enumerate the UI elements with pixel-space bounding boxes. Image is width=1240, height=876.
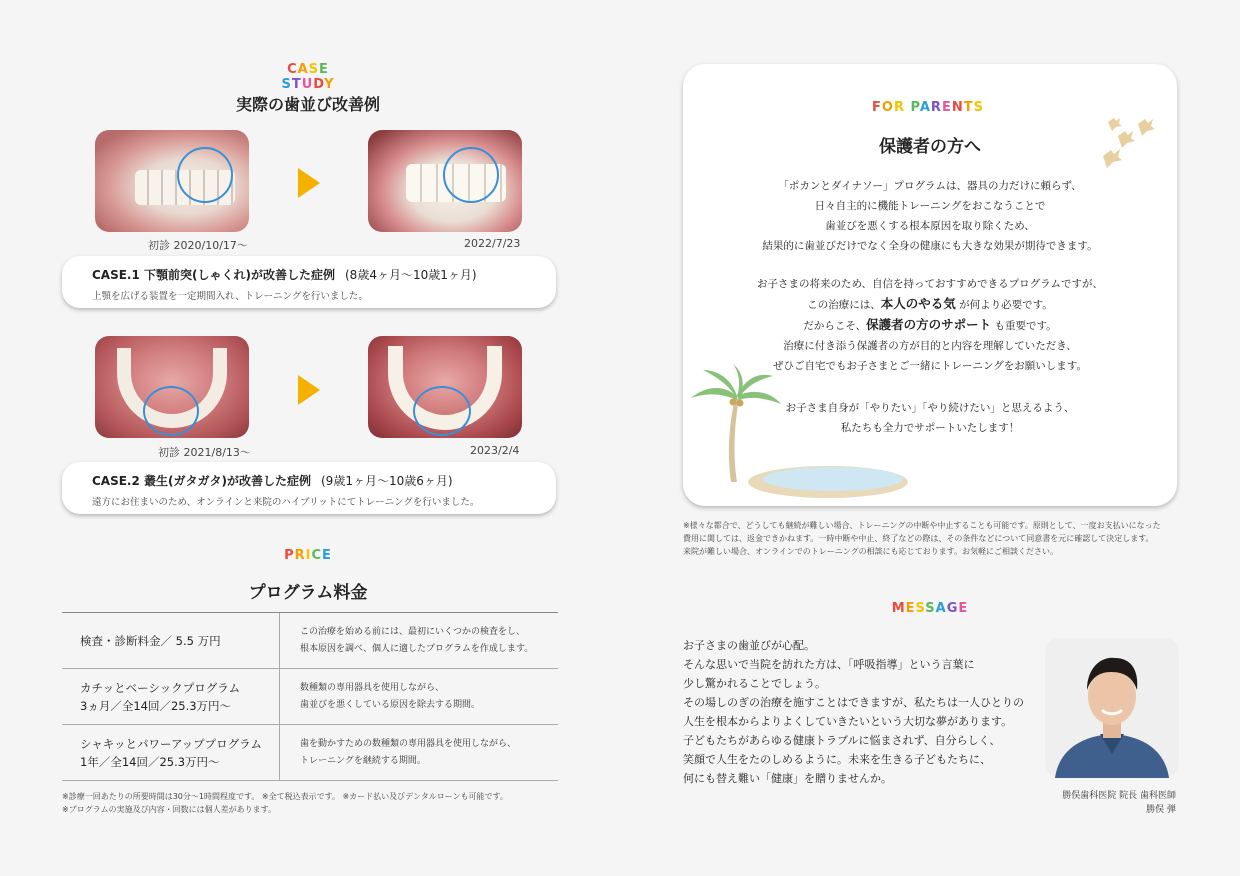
price-name	[62, 613, 280, 668]
label-letter: T	[963, 100, 974, 115]
price-row	[62, 669, 558, 725]
parents-text-part: だからこそ、	[803, 320, 867, 332]
price-desc-line: トレーニングを継続する期間。	[300, 755, 426, 766]
message-line: お子さまの歯並びが心配。	[683, 639, 815, 652]
label-letter: S	[915, 601, 926, 616]
palm-leaves-icon	[691, 364, 781, 404]
case2-title: CASE.2 叢生(ガタガタ)が改善した症例	[92, 474, 311, 488]
palm-tree-pond-illustration	[683, 364, 913, 506]
doctor-name: 勝俣 弾	[1146, 805, 1176, 815]
label-letter: F	[872, 100, 882, 115]
label-letter: A	[297, 62, 309, 77]
message-line: その場しのぎの治療を施すことはできますが、私たちは一人ひとりの	[683, 696, 1024, 709]
parents-line: お子さま自身が「やりたい」「やり続けたい」と思えるよう、	[785, 402, 1075, 414]
price-desc	[280, 613, 558, 668]
case2-before-date: 初診 2021/8/13〜	[158, 446, 251, 459]
label-letter: E	[905, 601, 916, 616]
case1-title: CASE.1 下顎前突(しゃくれ)が改善した症例	[92, 268, 335, 282]
label-letter: S	[925, 601, 936, 616]
label-letter: R	[294, 548, 306, 563]
parents-line: 歯並びを悪くする根本原因を取り除くため、	[825, 220, 1035, 232]
doctor-portrait	[1045, 638, 1179, 778]
price-desc-line: 根本原因を調べ、個人に適したプログラムを作成します。	[300, 643, 534, 654]
doctor-caption	[1062, 789, 1176, 817]
price-label-text	[284, 548, 332, 563]
parents-title: 保護者の方へ	[879, 137, 981, 157]
case2-card	[62, 462, 556, 514]
case2-after-photo	[368, 336, 522, 438]
price-desc-line: 歯を動かすための数種類の専用器具を使用しながら、	[300, 738, 517, 749]
parents-line: 「ポカンとダイナソー」プログラムは、器具の力だけに頼らず、	[778, 180, 1082, 192]
label-letter: G	[946, 601, 959, 616]
case-study-title: 実際の歯並び改善例	[235, 95, 380, 114]
parents-para1	[683, 176, 1177, 256]
parents-para2	[683, 274, 1177, 376]
label-letter: A	[919, 100, 931, 115]
label-letter: C	[287, 62, 298, 77]
case-study-label	[258, 62, 358, 92]
price-name-line: シャキッとパワーアッププログラム	[80, 736, 263, 751]
message-line: そんな思いで当院を訪れた方は、「呼吸指導」という言葉に	[683, 658, 975, 671]
parents-line: 日々自主的に機能トレーニングをおこなうことで	[814, 200, 1046, 212]
parents-line: ぜひご自宅でもお子さまとご一緒にトレーニングをお願いします。	[773, 360, 1087, 372]
pond-icon	[763, 467, 903, 491]
case2-desc: 遠方にお住まいのため、オンラインと来院のハイブリットにてトレーニングを行いました。	[92, 497, 480, 508]
highlight-circle	[177, 147, 233, 203]
parents-note-line: 来院が難しい場合、オンラインでのトレーニングの相談にも応じております。お気軽にご相談ください。	[683, 547, 1058, 556]
case1-after-photo	[368, 130, 522, 232]
case2-after-date: 2023/2/4	[470, 444, 520, 457]
price-desc-line: 歯並びを悪くしている原因を除去する期間。	[300, 699, 481, 710]
parents-label	[853, 100, 1003, 115]
message-line: 少し驚かれることでしょう。	[683, 677, 826, 690]
highlight-circle	[443, 147, 499, 203]
case1-after-date: 2022/7/23	[464, 237, 521, 250]
price-desc	[280, 669, 558, 724]
doctor-title: 勝俣歯科医院 院長 歯科医師	[1062, 791, 1176, 801]
message-line: 何にも替え難い「健康」を贈りませんか。	[683, 772, 892, 785]
price-name-line: カチッとベーシックプログラム	[80, 680, 241, 695]
label-letter: M	[891, 601, 906, 616]
case1-before-photo	[95, 130, 249, 232]
parents-line: 結果的に歯並びだけでなく全身の健康にも大きな効果が期待できます。	[762, 240, 1098, 252]
label-letter: D	[313, 77, 325, 92]
message-line: 子どもたちがあらゆる健康トラブルに悩まされず、自分らしく、	[683, 734, 1001, 747]
price-name-line: 1年／全14回／25.3万円〜	[80, 754, 220, 769]
parents-note-line: ※様々な都合で、どうしても継続が難しい場合、トレーニングの中断や中止することも可能です。原則として、一度お支払いになった	[683, 521, 1161, 530]
price-desc-line: この治療を始める前には、最初にいくつかの検査をし、	[300, 626, 526, 637]
label-letter: E	[958, 601, 969, 616]
message-label-text	[892, 601, 969, 616]
label-letter: A	[935, 601, 947, 616]
price-row	[62, 613, 558, 669]
label-letter: Y	[324, 77, 335, 92]
label-letter: U	[301, 77, 314, 92]
message-line: 笑顔で人生をたのしめるように。未来を生きる子どもたちに、	[683, 753, 991, 766]
arrow-right-icon	[298, 168, 320, 198]
label-letter: C	[311, 548, 323, 563]
parents-note-line: 費用に関しては、返金できかねます。一時中断や中止、終了などの際は、その条件などについて同意書を元に確認して決定します。	[683, 534, 1154, 543]
parents-card	[683, 64, 1177, 506]
label-letter: E	[941, 100, 952, 115]
case2-title-row	[92, 472, 556, 489]
parents-text-part: が何より必要です。	[955, 299, 1053, 311]
price-desc	[280, 725, 558, 780]
highlight-circle	[143, 386, 199, 436]
parents-emphasis: 保護者の方のサポート	[866, 317, 992, 332]
price-note-line: ※プログラムの実施及び内容・回数には個人差があります。	[62, 805, 276, 814]
case1-card	[62, 256, 556, 308]
case2-period: (9歳1ヶ月〜10歳6ヶ月)	[321, 474, 453, 488]
parents-line: 治療に付き添う保護者の方が目的と内容を理解していただき、	[783, 340, 1077, 352]
parents-label-text	[872, 100, 984, 115]
case1-period: (8歳4ヶ月〜10歳1ヶ月)	[345, 268, 477, 282]
parents-text-part: この治療には、	[807, 299, 881, 311]
label-letter: I	[305, 548, 312, 563]
price-label	[268, 548, 348, 563]
message-line: 人生を根本からよりよくしていきたいという大切な夢があります。	[683, 715, 1013, 728]
label-letter: O	[881, 100, 894, 115]
parents-text-part: も重要です。	[991, 320, 1057, 332]
price-name-line: 検査・診断料金／ 5.5 万円	[80, 633, 221, 648]
price-title: プログラム料金	[248, 583, 368, 603]
price-name	[62, 669, 280, 724]
price-table	[62, 612, 558, 781]
parents-emphasis: 本人のやる気	[880, 296, 956, 311]
price-name-line: 3ヵ月／全14回／25.3万円〜	[80, 698, 232, 713]
price-desc-line: 数種類の専用器具を使用しながら、	[300, 682, 445, 693]
case2-before-photo	[95, 336, 249, 438]
case1-before-date: 初診 2020/10/17〜	[148, 239, 248, 252]
label-letter: E	[319, 62, 329, 77]
label-letter: S	[308, 62, 320, 77]
label-letter: S	[281, 77, 292, 92]
arrow-right-icon	[298, 375, 320, 405]
parents-line: お子さまの将来のため、自信を持っておすすめできるプログラムですが、	[756, 278, 1104, 290]
label-letter: R	[893, 100, 905, 115]
palm-trunk-icon	[729, 398, 739, 482]
case-study-label-text	[281, 62, 334, 92]
coconut-icon	[737, 400, 744, 407]
price-name	[62, 725, 280, 780]
parents-line	[683, 315, 1177, 336]
label-letter: P	[284, 548, 295, 563]
label-letter: T	[291, 77, 302, 92]
message-body	[683, 636, 1024, 788]
price-row	[62, 725, 558, 781]
parents-notes	[683, 519, 1183, 558]
dinosaur-footprint-icon	[1093, 116, 1168, 172]
label-letter: R	[930, 100, 942, 115]
parents-line	[683, 294, 1177, 315]
label-letter: E	[322, 548, 332, 563]
highlight-circle	[413, 386, 471, 436]
message-label	[880, 601, 980, 616]
parents-line: 私たちも全力でサポートいたします！	[840, 422, 1020, 434]
price-notes	[62, 790, 562, 816]
label-letter: S	[973, 100, 984, 115]
price-note-line: ※診療一回あたりの所要時間は30分〜1時間程度です。 ※全て税込表示です。 ※カード払い及びデンタルローンも可能です。	[62, 792, 508, 801]
case1-title-row	[92, 266, 556, 283]
label-letter: N	[951, 100, 964, 115]
case1-desc: 上顎を広げる装置を一定期間入れ、トレーニングを行いました。	[92, 291, 368, 302]
label-letter: P	[910, 100, 920, 115]
coconut-icon	[730, 399, 737, 406]
